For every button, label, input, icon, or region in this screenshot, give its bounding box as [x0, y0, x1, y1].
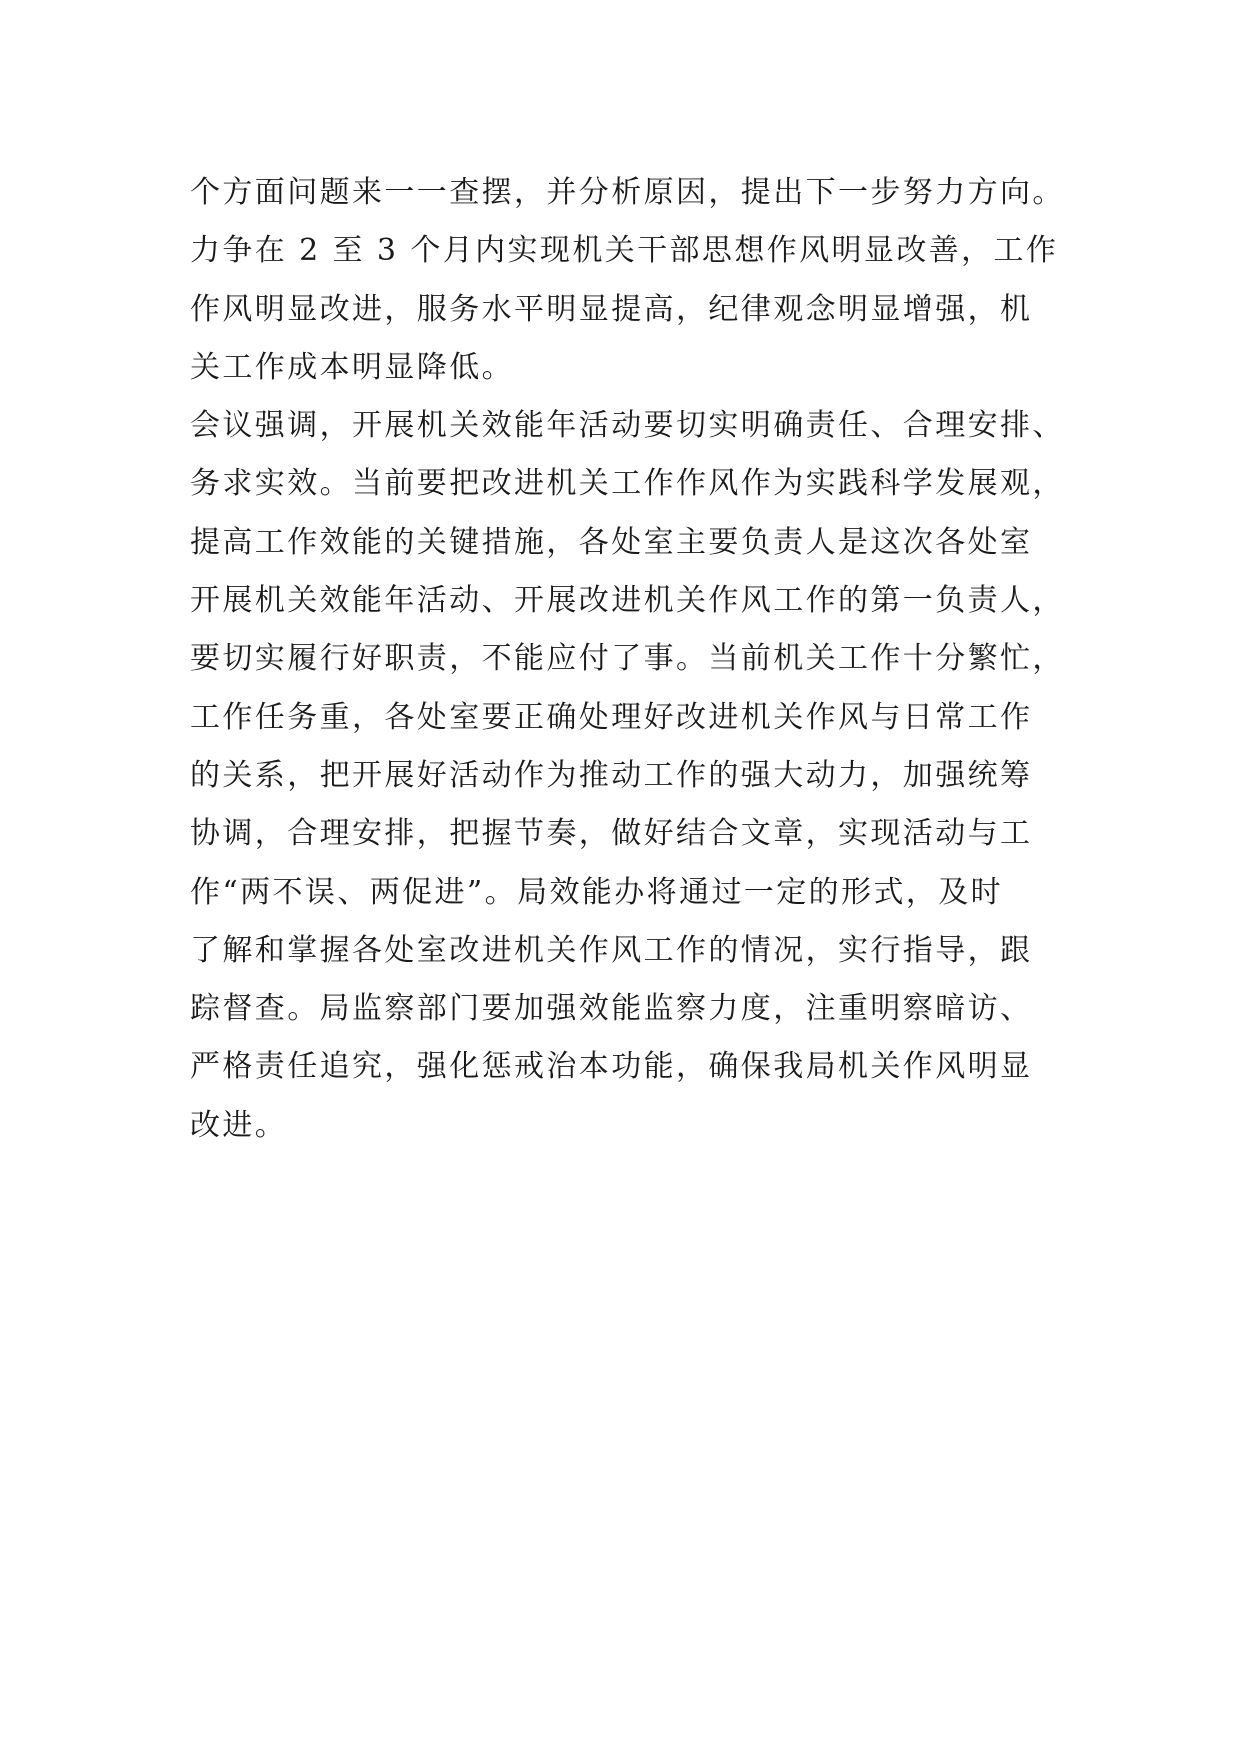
text-line: 会议强调，开展机关效能年活动要切实明确责任、合理安排、 — [190, 408, 1065, 444]
text-line: 要切实履行好职责，不能应付了事。当前机关工作十分繁忙， — [190, 641, 1065, 677]
text-line: 严格责任追究，强化惩戒治本功能，确保我局机关作风明显 — [190, 1049, 1033, 1085]
text-line: 关工作成本明显降低。 — [190, 349, 514, 385]
text-line: 工作任务重，各处室要正确处理好改进机关作风与日常工作 — [190, 699, 1033, 735]
text-line: 了解和掌握各处室改进机关作风工作的情况，实行指导，跟 — [190, 932, 1033, 968]
text-line: 作风明显改进，服务水平明显提高，纪律观念明显增强，机 — [190, 291, 1033, 327]
text-line: 改进。 — [190, 1107, 288, 1143]
text-line: 务求实效。当前要把改进机关工作作风作为实践科学发展观， — [190, 466, 1065, 502]
text-line: 个方面问题来一一查摆，并分析原因，提出下一步努力方向。 — [190, 175, 1065, 210]
text-line: 力争在 2 至 3 个月内实现机关干部思想作风明显改善，工作 — [190, 233, 1059, 269]
text-line: 协调，合理安排，把握节奏，做好结合文章，实现活动与工 — [190, 816, 1033, 852]
text-line: 提高工作效能的关键措施，各处室主要负责人是这次各处室 — [190, 524, 1033, 560]
body-text — [190, 164, 1090, 1155]
text-line: 作“两不误、两促进”。局效能办将通过一定的形式，及时 — [190, 874, 1004, 910]
text-line: 踪督查。局监察部门要加强效能监察力度，注重明察暗访、 — [190, 991, 1033, 1027]
text-line: 开展机关效能年活动、开展改进机关作风工作的第一负责人， — [190, 583, 1065, 619]
text-line: 的关系，把开展好活动作为推动工作的强大动力，加强统筹 — [190, 757, 1033, 793]
